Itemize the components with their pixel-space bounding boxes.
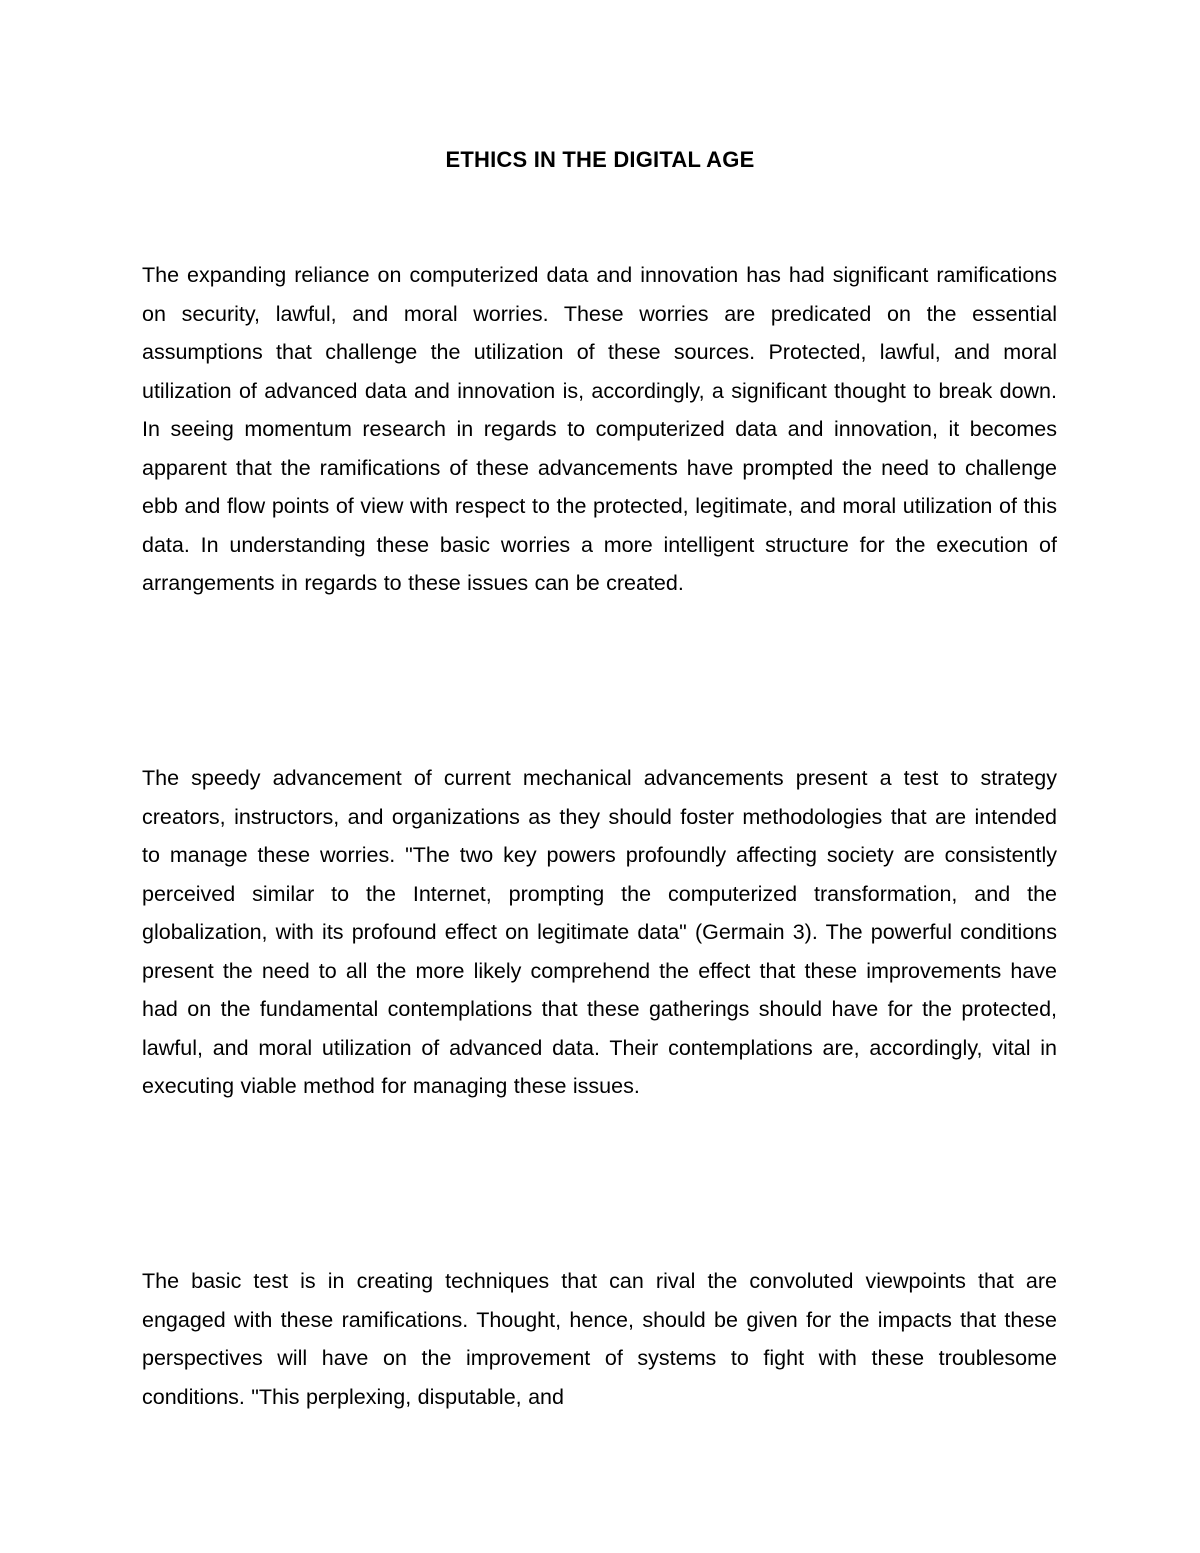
paragraph-1: The expanding reliance on computerized data and innovation has had significant ramifications on security, lawful, and moral worries. These worries are predicated on the essential assumptions that challenge the utilization of these sources. Protected, lawful, and moral utilization of advanced data and innovation is, accordingly, a significant thought to break down. In seeing momentum research in regards to computerized data and innovation, it becomes apparent that the ramifications of these advancements have prompted the need to challenge ebb and flow points of view with respect to the protected, legitimate, and moral utilization of this data. In understanding these basic worries a more intelligent structure for the execution of arrangements in regards to these issues can be created. [142,263,1057,595]
paragraph-2: The speedy advancement of current mechanical advancements present a test to strategy creators, instructors, and organizations as they should foster methodologies that are intended to manage these worries. "The two key powers profoundly affecting society are consistently perceived similar to the Internet, prompting the computerized transformation, and the globalization, with its profound effect on legitimate data" (Germain 3). The powerful conditions present the need to all the more likely comprehend the effect that these improvements have had on the fundamental contemplations that these gatherings should have for the protected, lawful, and moral utilization of advanced data. Their contemplations are, accordingly, vital in executing viable method for managing these issues. [142,766,1057,1098]
paragraph-3: The basic test is in creating techniques that can rival the convoluted viewpoints that are engaged with these ramifications. Thought, hence, should be given for the impacts that these perspectives will have on the improvement of systems to fight with these troublesome conditions. "This perplexing, disputable, and [142,1269,1057,1409]
document-title: ETHICS IN THE DIGITAL AGE [445,147,755,172]
